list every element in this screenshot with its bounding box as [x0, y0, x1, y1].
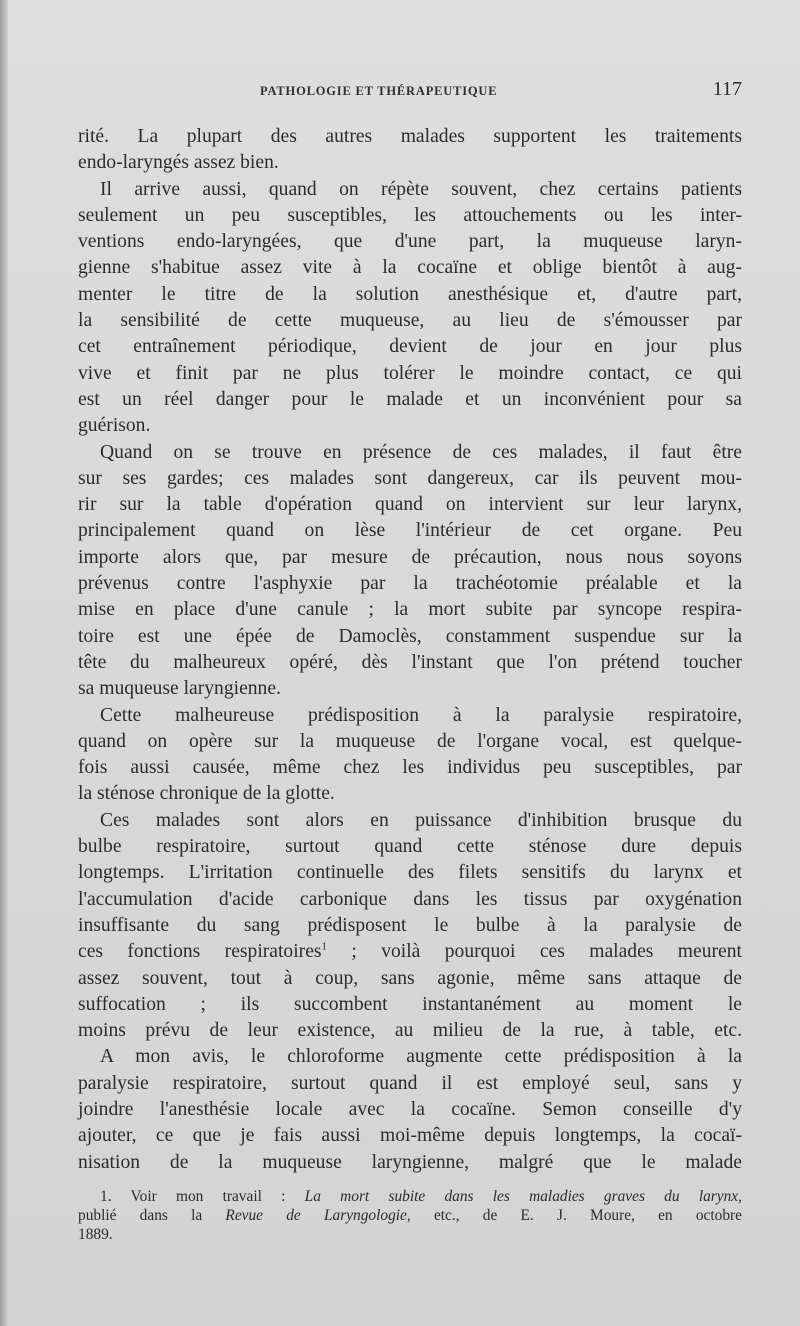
text-line: Ces malades sont alors en puissance d'inhibition brusque du	[100, 809, 742, 831]
footnote-text: publié dans la	[78, 1207, 226, 1224]
text-line: sa muqueuse laryngienne.	[78, 678, 281, 700]
footnote-line: 1889.	[78, 1226, 113, 1243]
text-line: moins prévu de leur existence, au milieu de la rue, à table, etc.	[78, 1020, 742, 1042]
text-line: insuffisante du sang prédisposent le bulbe à la paralysie de	[78, 914, 742, 936]
text-line: tête du malheureux opéré, dès l'instant que l'on prétend toucher	[78, 651, 742, 673]
text-line: fois aussi causée, même chez les individus peu susceptibles, par	[78, 757, 742, 779]
text-line: la sensibilité de cette muqueuse, au lieu de s'émousser par	[78, 310, 742, 332]
text-line: prévenus contre l'asphyxie par la trachéotomie préalable et la	[78, 573, 742, 595]
page-header	[78, 78, 742, 106]
footnote	[78, 1187, 742, 1244]
page-number: 117	[712, 78, 742, 100]
text-line: sur ses gardes; ces malades sont dangereux, car ils peuvent mou-	[78, 467, 742, 489]
page-left-edge	[0, 0, 8, 1326]
text-line: assez souvent, tout à coup, sans agonie, même sans attaque de	[78, 967, 742, 989]
text-line: toire est une épée de Damoclès, constamment suspendue sur la	[78, 625, 742, 647]
text-line: menter le titre de la solution anesthésique et, d'autre part,	[78, 283, 742, 305]
text-line-with-footnote	[78, 939, 742, 965]
running-head: PATHOLOGIE ET THÉRAPEUTIQUE	[260, 84, 498, 98]
text-line: est un réel danger pour le malade et un inconvénient pour sa	[78, 388, 742, 410]
body-text	[78, 124, 742, 1176]
text-line: l'accumulation d'acide carbonique dans les tissus par oxygénation	[78, 888, 742, 910]
text-line: joindre l'anesthésie locale avec la cocaïne. Semon conseille d'y	[78, 1098, 742, 1120]
text-segment: ; voilà pourquoi ces malades meurent	[327, 941, 742, 963]
footnote-text: , etc., de E. J. Moure, en octobre	[406, 1207, 742, 1224]
text-line: la sténose chronique de la glotte.	[78, 783, 335, 805]
footnote-text: 1. Voir mon travail :	[100, 1188, 305, 1205]
text-line: endo-laryngés assez bien.	[78, 152, 279, 174]
text-line: ajouter, ce que je fais aussi moi-même depuis longtemps, la cocaï-	[78, 1125, 742, 1147]
footnote-line	[78, 1206, 742, 1225]
text-line: Cette malheureuse prédisposition à la paralysie respiratoire,	[100, 704, 742, 726]
text-line: nisation de la muqueuse laryngienne, malgré que le malade	[78, 1151, 742, 1173]
text-line: mise en place d'une canule ; la mort subite par syncope respira-	[78, 599, 742, 621]
text-line: bulbe respiratoire, surtout quand cette sténose dure depuis	[78, 836, 742, 858]
text-line: cet entraînement périodique, devient de jour en jour plus	[78, 336, 742, 358]
footnote-reference: 1	[321, 940, 328, 953]
text-line: principalement quand on lèse l'intérieur de cet organe. Peu	[78, 520, 742, 542]
footnote-journal: Revue de Laryngologie	[225, 1207, 407, 1224]
text-line: seulement un peu susceptibles, les attouchements ou les inter-	[78, 204, 742, 226]
text-line: suffocation ; ils succombent instantanément au moment le	[78, 993, 742, 1015]
text-line: guérison.	[78, 415, 151, 437]
text-line: Il arrive aussi, quand on répète souvent, chez certains patients	[100, 178, 742, 200]
text-segment: ces fonctions respiratoires	[78, 941, 322, 963]
text-line: Quand on se trouve en présence de ces malades, il faut être	[100, 441, 742, 463]
text-line: importe alors que, par mesure de précaution, nous nous soyons	[78, 546, 742, 568]
text-line: paralysie respiratoire, surtout quand il est employé seul, sans y	[78, 1072, 742, 1094]
text-line: gienne s'habitue assez vite à la cocaïne et oblige bientôt à aug-	[78, 257, 742, 279]
text-line: longtemps. L'irritation continuelle des filets sensitifs du larynx et	[78, 862, 742, 884]
footnote-title: La mort subite dans les maladies graves du larynx,	[304, 1188, 742, 1205]
text-line: rité. La plupart des autres malades supportent les traitements	[78, 126, 742, 147]
text-line: ventions endo-laryngées, que d'une part, la muqueuse laryn-	[78, 231, 742, 253]
text-line: A mon avis, le chloroforme augmente cette prédisposition à la	[100, 1046, 742, 1068]
text-line: quand on opère sur la muqueuse de l'organe vocal, est quelque-	[78, 730, 742, 752]
text-line: rir sur la table d'opération quand on intervient sur leur larynx,	[78, 494, 742, 516]
footnote-line	[78, 1187, 742, 1206]
text-line: vive et finit par ne plus tolérer le moindre contact, ce qui	[78, 362, 742, 384]
